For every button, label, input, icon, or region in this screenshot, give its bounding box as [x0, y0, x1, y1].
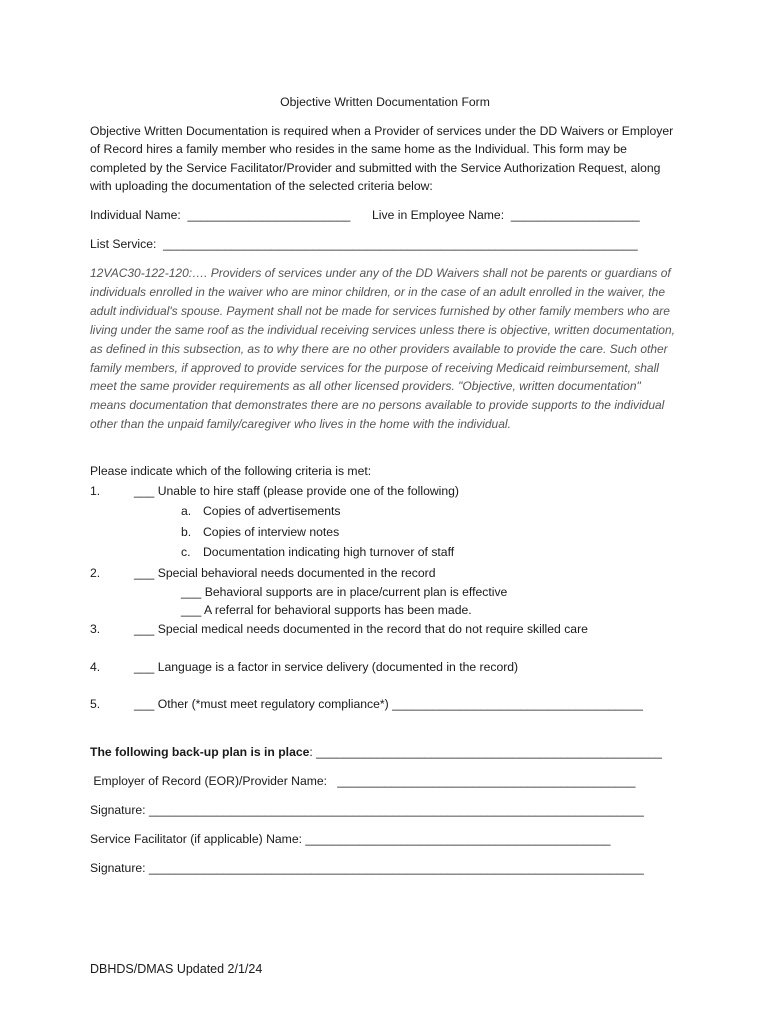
backup-plan-label: The following back-up plan is in place [90, 745, 310, 759]
intro-paragraph: Objective Written Documentation is required when a Provider of services under the DD Waivers or Employer of Record hires a family member who resides in the same home as the Individual. This form may be completed by the Service Facilitator/Provider and submitted with the Service Authorization Request, along with uploading the documentation of the selected criteria below: [90, 124, 674, 194]
criterion-5-checkbox[interactable]: ___ Other (*must meet regulatory compliance*) _____________________________________ [134, 697, 643, 711]
backup-plan-blank[interactable]: : ___________________________________________________ [309, 745, 662, 759]
criterion-2b-checkbox[interactable]: ___ A referral for behavioral supports has been made. [181, 603, 472, 617]
footer-updated: DBHDS/DMAS Updated 2/1/24 [90, 962, 263, 976]
live-in-employee-field[interactable]: Live in Employee Name: ___________________ [372, 208, 640, 222]
criterion-2-checkbox[interactable]: ___ Special behavioral needs documented in the record [134, 566, 436, 580]
criterion-1b-letter: b. [181, 525, 192, 539]
criterion-4-number: 4. [90, 660, 101, 674]
criterion-1a-text: Copies of advertisements [203, 504, 341, 518]
eor-provider-name-field[interactable]: Employer of Record (EOR)/Provider Name: ____________________________________________ [90, 774, 636, 788]
criterion-1c-letter: c. [181, 545, 191, 559]
list-service-field[interactable]: List Service: ______________________________________________________________________ [90, 237, 638, 251]
criterion-1-checkbox[interactable]: ___ Unable to hire staff (please provide one of the following) [134, 484, 459, 498]
criterion-1c-text: Documentation indicating high turnover of staff [203, 545, 455, 559]
backup-plan-field[interactable] [90, 745, 662, 759]
criterion-1b-text: Copies of interview notes [203, 525, 340, 539]
page-title: Objective Written Documentation Form [280, 95, 490, 109]
criterion-1-number: 1. [90, 484, 101, 498]
criterion-2a-checkbox[interactable]: ___ Behavioral supports are in place/current plan is effective [181, 585, 508, 599]
criterion-4-checkbox[interactable]: ___ Language is a factor in service delivery (documented in the record) [134, 660, 519, 674]
criterion-2-number: 2. [90, 566, 101, 580]
eor-signature-field[interactable]: Signature: _________________________________________________________________________ [90, 803, 644, 817]
individual-name-field[interactable]: Individual Name: ________________________ [90, 208, 351, 222]
criterion-3-checkbox[interactable]: ___ Special medical needs documented in the record that do not require skilled care [134, 622, 588, 636]
criteria-prompt: Please indicate which of the following criteria is met: [90, 464, 372, 478]
service-facilitator-signature-field[interactable]: Signature: _________________________________________________________________________ [90, 861, 644, 875]
criterion-3-number: 3. [90, 622, 101, 636]
regulation-text: 12VAC30-122-120:…. Providers of services under any of the DD Waivers shall not be parents or guardians of individuals enrolled in the waiver who are minor children, or in the case of an adult enrolled in the waiver, the adult individual's spouse. Payment shall not be made for services furnished by other family members who are living under the same roof as the individual receiving services unless there is objective, written documentation, as defined in this subsection, as to why there are no other providers available to provide the care. Such other family members, if approved to provide services for the purpose of receiving Medicaid reimbursement, shall meet the same provider requirements as all other licensed providers. "Objective, written documentation" means documentation that demonstrates there are no persons available to provide supports to the individual other than the unpaid family/caregiver who lives in the home with the individual. [90, 266, 675, 432]
criterion-1a-letter: a. [181, 504, 192, 518]
service-facilitator-name-field[interactable]: Service Facilitator (if applicable) Name: _____________________________________________ [90, 832, 611, 846]
criterion-5-number: 5. [90, 697, 101, 711]
